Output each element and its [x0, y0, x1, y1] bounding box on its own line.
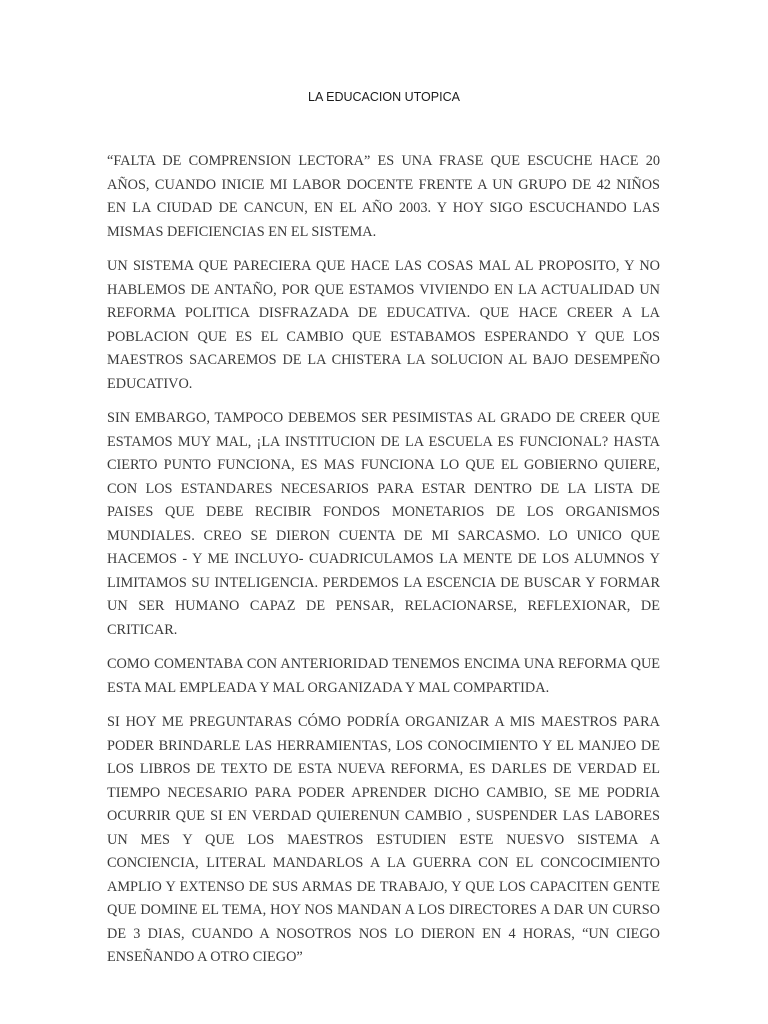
paragraph-5: SI HOY ME PREGUNTARAS CÓMO PODRÍA ORGANIZAR A MIS MAESTROS PARA PODER BRINDARLE LAS HERRAMIENTAS, LOS CONOCIMIENTO Y EL MANJEO DE LOS LIBROS DE TEXTO DE ESTA NUEVA REFORMA, ES DARLES DE VERDAD EL TIEMPO NECESARIO PARA PODER APRENDER DICHO CAMBIO, SE ME PODRIA OCURRIR QUE SI EN VERDAD QUIERENUN CAMBIO , SUSPENDER LAS LABORES UN MES Y QUE LOS MAESTROS ESTUDIEN ESTE NUESVO SISTEMA A CONCIENCIA, LITERAL MANDARLOS A LA GUERRA CON EL CONCOCIMIENTO AMPLIO Y EXTENSO DE SUS ARMAS DE TRABAJO, Y QUE LOS CAPACITEN GENTE QUE DOMINE EL TEMA, HOY NOS MANDAN A LOS DIRECTORES A DAR UN CURSO DE 3 DIAS, CUANDO A NOSOTROS NOS LO DIERON EN 4 HORAS, “UN CIEGO ENSEÑANDO A OTRO CIEGO”: [107, 714, 660, 965]
paragraph-4: COMO COMENTABA CON ANTERIORIDAD TENEMOS ENCIMA UNA REFORMA QUE ESTA MAL EMPLEADA Y MAL ORGANIZADA Y MAL COMPARTIDA.: [107, 656, 660, 696]
document-title: LA EDUCACION UTOPICA: [308, 90, 460, 104]
paragraph-3: SIN EMBARGO, TAMPOCO DEBEMOS SER PESIMISTAS AL GRADO DE CREER QUE ESTAMOS MUY MAL, ¡LA INSTITUCION DE LA ESCUELA ES FUNCIONAL? HASTA CIERTO PUNTO FUNCIONA, ES MAS FUNCIONA LO QUE EL GOBIERNO QUIERE, CON LOS ESTANDARES NECESARIOS PARA ESTAR DENTRO DE LA LISTA DE PAISES QUE DEBE RECIBIR FONDOS MONETARIOS DE LOS ORGANISMOS MUNDIALES. CREO SE DIERON CUENTA DE MI SARCASMO. LO UNICO QUE HACEMOS - Y ME INCLUYO- CUADRICULAMOS LA MENTE DE LOS ALUMNOS Y LIMITAMOS SU INTELIGENCIA. PERDEMOS LA ESCENCIA DE BUSCAR Y FORMAR UN SER HUMANO CAPAZ DE PENSAR, RELACIONARSE, REFLEXIONAR, DE CRITICAR.: [107, 410, 660, 638]
paragraph-1: “FALTA DE COMPRENSION LECTORA” ES UNA FRASE QUE ESCUCHE HACE 20 AÑOS, CUANDO INICIE MI LABOR DOCENTE FRENTE A UN GRUPO DE 42 NIÑOS EN LA CIUDAD DE CANCUN, EN EL AÑO 2003. Y HOY SIGO ESCUCHANDO LAS MISMAS DEFICIENCIAS EN EL SISTEMA.: [107, 153, 660, 240]
document-body: [107, 150, 660, 981]
paragraph-2: UN SISTEMA QUE PARECIERA QUE HACE LAS COSAS MAL AL PROPOSITO, Y NO HABLEMOS DE ANTAÑO, POR QUE ESTAMOS VIVIENDO EN LA ACTUALIDAD UN REFORMA POLITICA DISFRAZADA DE EDUCATIVA. QUE HACE CREER A LA POBLACION QUE ES EL CAMBIO QUE ESTABAMOS ESPERANDO Y QUE LOS MAESTROS SACAREMOS DE LA CHISTERA LA SOLUCION AL BAJO DESEMPEÑO EDUCATIVO.: [107, 258, 660, 392]
